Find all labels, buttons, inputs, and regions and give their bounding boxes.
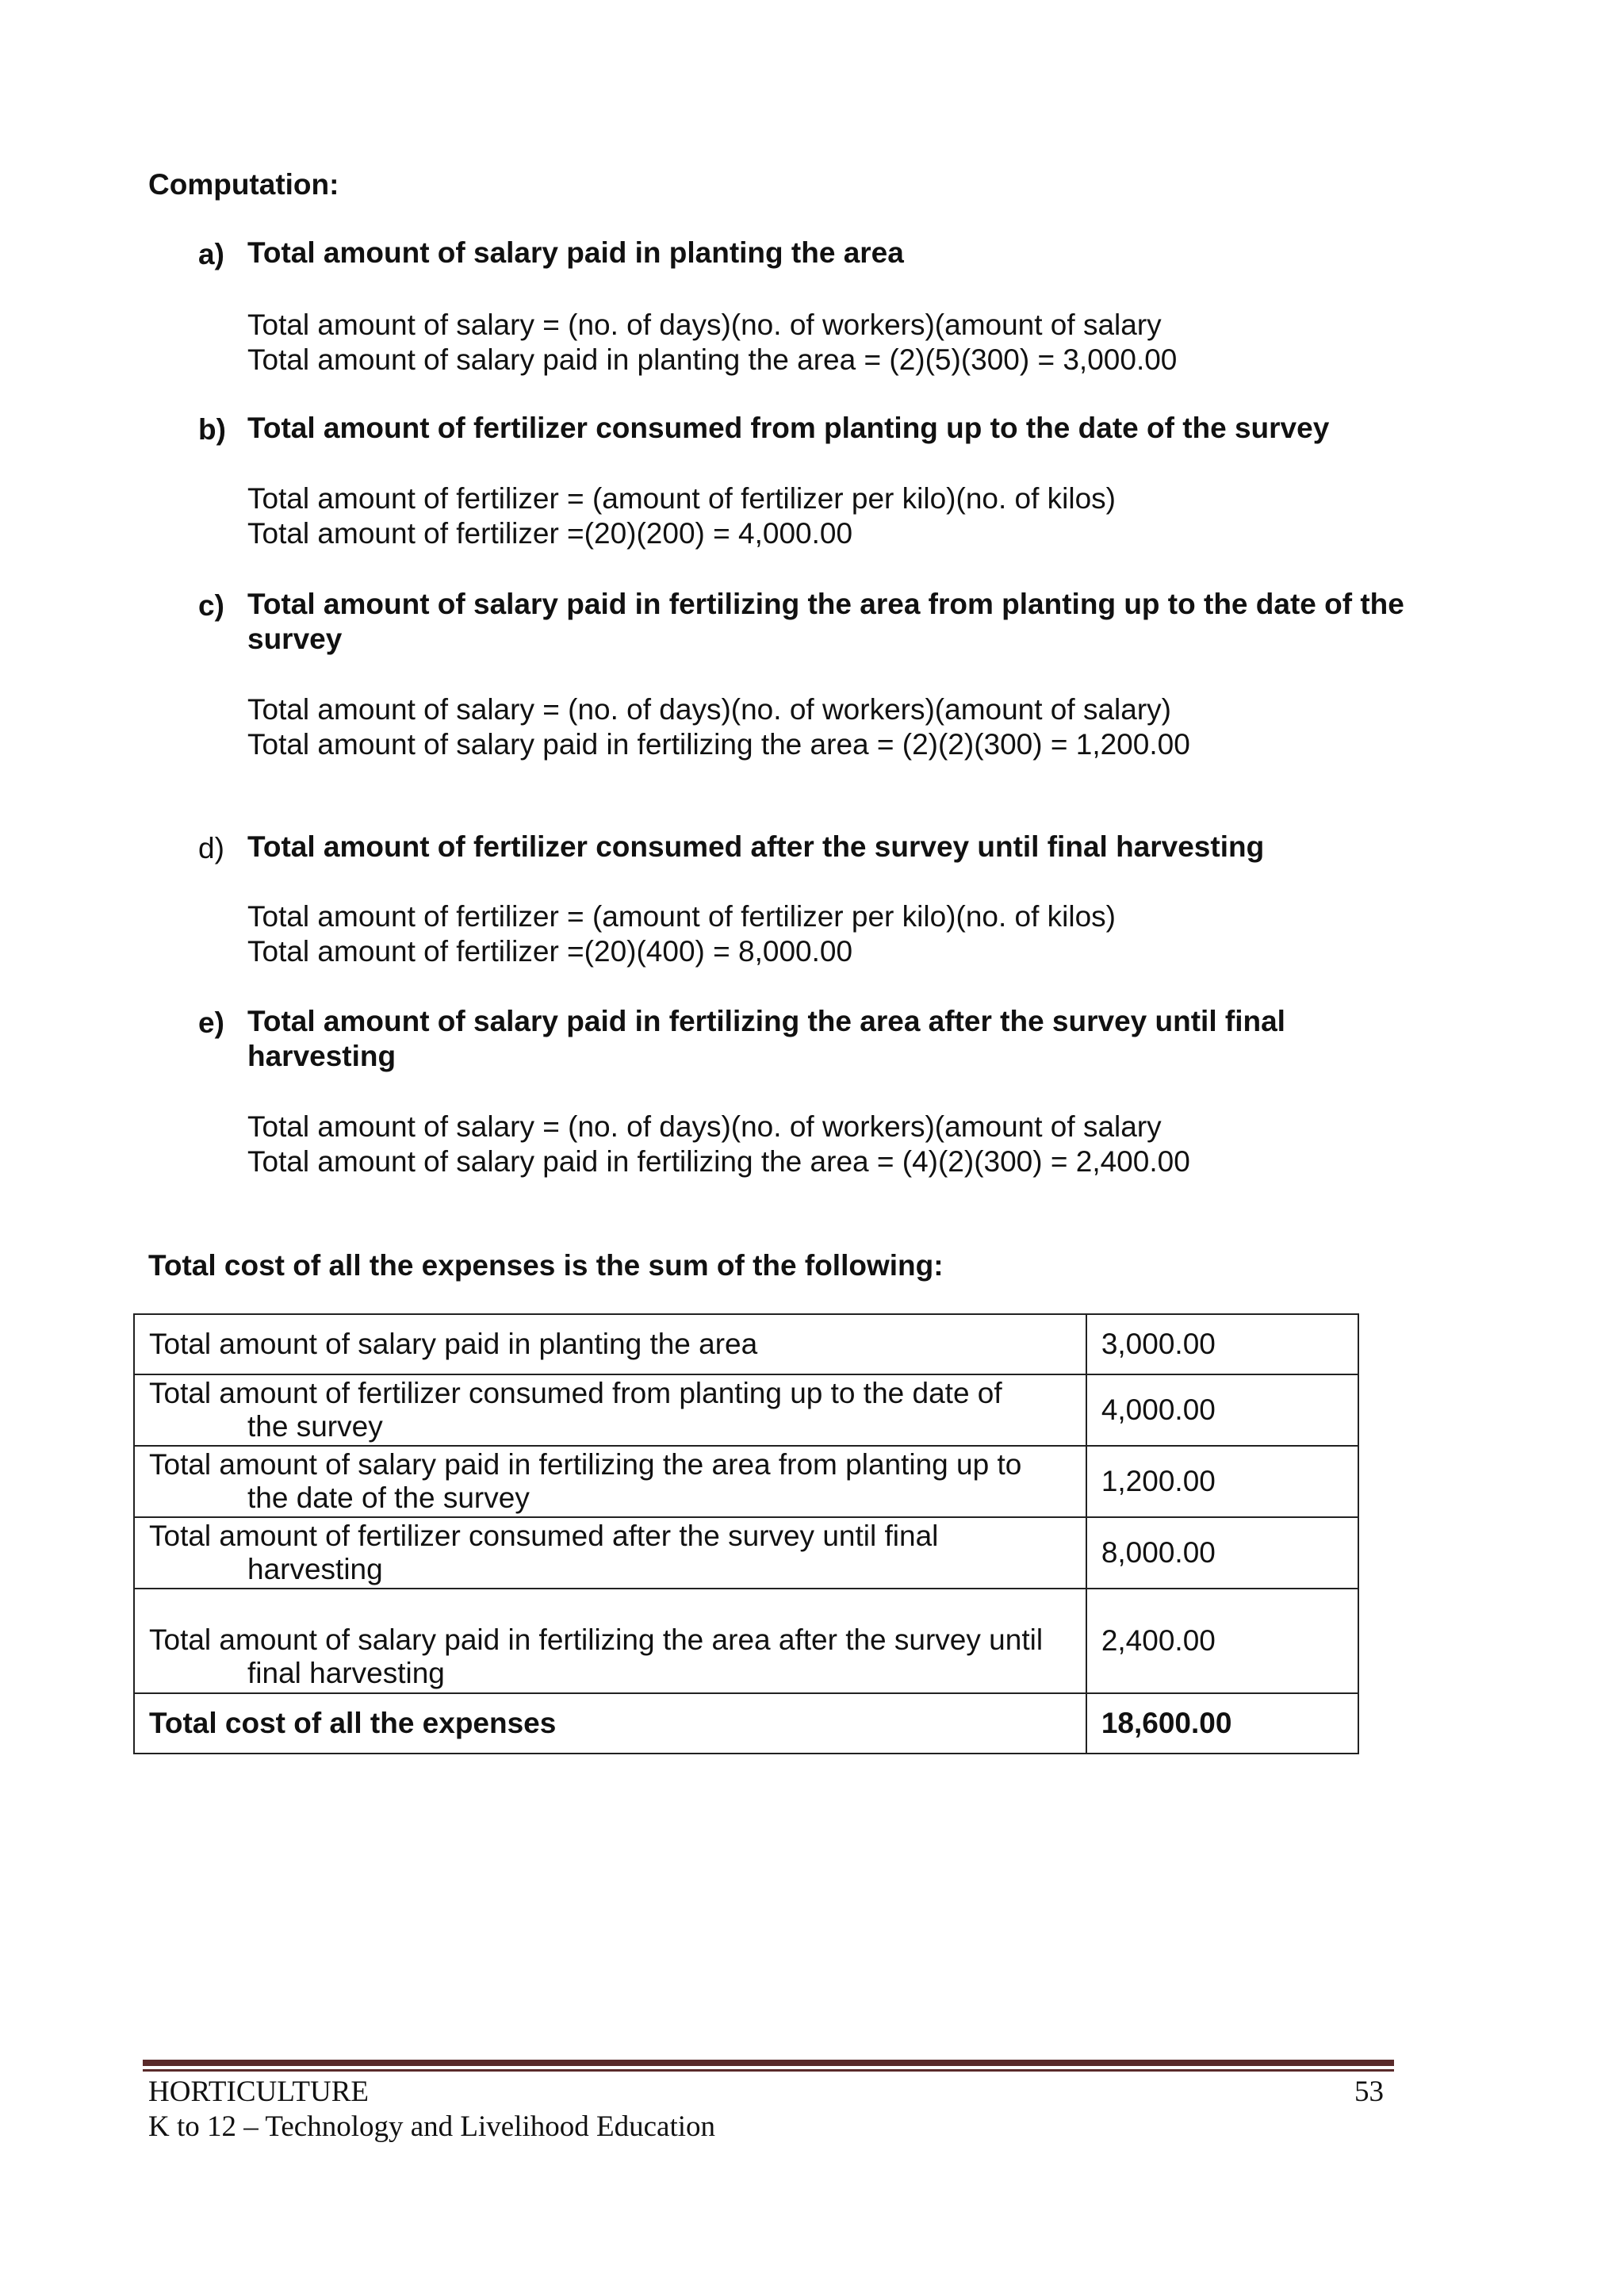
equation-line: Total amount of salary = (no. of days)(no. of workers)(amount of salary	[247, 1110, 1162, 1143]
equation-line: Total amount of salary = (no. of days)(no. of workers)(amount of salary	[247, 309, 1162, 341]
expense-label: Total amount of salary paid in fertilizing the area after the survey until final harvesting	[134, 1589, 1086, 1693]
footer-divider	[143, 2060, 1394, 2066]
footer-subject: HORTICULTURE	[148, 2076, 370, 2108]
total-amount: 18,600.00	[1086, 1693, 1358, 1754]
expenses-table	[133, 1313, 1359, 1754]
table-row	[134, 1446, 1358, 1517]
item-title: Total amount of salary paid in fertilizing the area after the survey until final harvesting	[247, 1005, 1285, 1072]
page-number: 53	[1354, 2076, 1384, 2108]
footer-course: K to 12 – Technology and Livelihood Education	[148, 2110, 716, 2143]
equation-line: Total amount of fertilizer =(20)(400) = 8,000.00	[247, 935, 853, 968]
computation-heading: Computation:	[148, 168, 339, 201]
item-label: e)	[198, 1006, 224, 1039]
equation-line: Total amount of fertilizer = (amount of fertilizer per kilo)(no. of kilos)	[247, 482, 1116, 515]
expense-amount: 1,200.00	[1086, 1446, 1358, 1517]
item-title: Total amount of fertilizer consumed from planting up to the date of the survey	[247, 412, 1330, 444]
expense-amount: 3,000.00	[1086, 1314, 1358, 1374]
total-label: Total cost of all the expenses	[134, 1693, 1086, 1754]
expense-amount: 4,000.00	[1086, 1374, 1358, 1446]
equation-line: Total amount of salary paid in fertilizing the area = (2)(2)(300) = 1,200.00	[247, 728, 1190, 761]
expense-label: Total amount of fertilizer consumed from planting up to the date of the survey	[134, 1374, 1086, 1446]
summary-heading: Total cost of all the expenses is the sum of the following:	[148, 1249, 944, 1282]
expense-amount: 2,400.00	[1086, 1589, 1358, 1693]
item-title: Total amount of salary paid in planting the area	[247, 236, 904, 269]
equation-line: Total amount of salary paid in fertilizing the area = (4)(2)(300) = 2,400.00	[247, 1145, 1190, 1178]
item-label: d)	[198, 832, 224, 864]
item-title: Total amount of salary paid in fertilizing the area from planting up to the date of the survey	[247, 588, 1404, 655]
table-row	[134, 1517, 1358, 1589]
item-label: a)	[198, 238, 224, 270]
expense-label: Total amount of salary paid in planting the area	[134, 1314, 1086, 1374]
equation-line: Total amount of fertilizer = (amount of fertilizer per kilo)(no. of kilos)	[247, 900, 1116, 933]
item-title: Total amount of fertilizer consumed after the survey until final harvesting	[247, 830, 1265, 863]
expense-label: Total amount of salary paid in fertilizing the area from planting up to the date of the survey	[134, 1446, 1086, 1517]
equation-line: Total amount of salary = (no. of days)(no. of workers)(amount of salary)	[247, 693, 1171, 726]
equation-line: Total amount of salary paid in planting the area = (2)(5)(300) = 3,000.00	[247, 343, 1178, 376]
table-total-row	[134, 1693, 1358, 1754]
expense-label: Total amount of fertilizer consumed after the survey until final harvesting	[134, 1517, 1086, 1589]
item-label: b)	[198, 413, 226, 446]
item-label: c)	[198, 589, 224, 622]
expense-amount: 8,000.00	[1086, 1517, 1358, 1589]
table-row	[134, 1589, 1358, 1693]
table-row	[134, 1374, 1358, 1446]
table-row	[134, 1314, 1358, 1374]
footer-divider-thin	[143, 2069, 1394, 2072]
equation-line: Total amount of fertilizer =(20)(200) = 4,000.00	[247, 517, 853, 550]
